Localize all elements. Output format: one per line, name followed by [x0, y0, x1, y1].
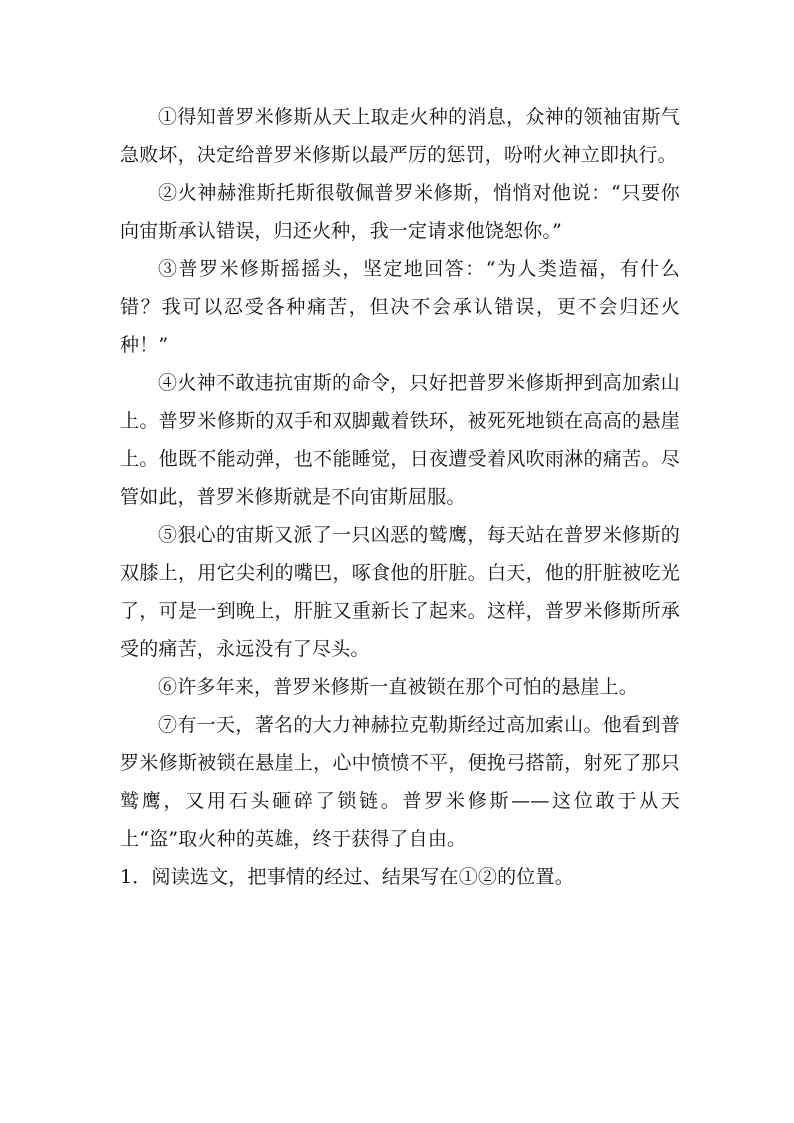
paragraph-1: ①得知普罗米修斯从天上取走火种的消息，众神的领袖宙斯气急败坏，决定给普罗米修斯以最严厉的惩罚，吩咐火神立即执行。 [120, 106, 680, 166]
paragraph-6: ⑥许多年来，普罗米修斯一直被锁在那个可怕的悬崖上。 [158, 676, 639, 698]
paragraph-7: ⑦有一天，著名的大力神赫拉克勒斯经过高加索山。他看到普罗米修斯被锁在悬崖上，心中愤愤不平，便挽弓搭箭，射死了那只鹫鹰，又用石头砸碎了锁链。普罗米修斯——这位敢于从天上“盗”取火种的英雄，终于获得了自由。 [120, 714, 680, 850]
question-1: 1．阅读选文，把事情的经过、结果写在①②的位置。 [120, 866, 574, 888]
paragraph-4: ④火神不敢违抗宙斯的命令，只好把普罗米修斯押到高加索山上。普罗米修斯的双手和双脚戴着铁环，被死死地锁在高高的悬崖上。他既不能动弹，也不能睡觉，日夜遭受着风吹雨淋的痛苦。尽管如此，普罗米修斯就是不向宙斯屈服。 [120, 372, 680, 508]
paragraph-5: ⑤狠心的宙斯又派了一只凶恶的鹫鹰，每天站在普罗米修斯的双膝上，用它尖利的嘴巴，啄食他的肝脏。白天，他的肝脏被吃光了，可是一到晚上，肝脏又重新长了起来。这样，普罗米修斯所承受的痛苦，永远没有了尽头。 [120, 524, 680, 660]
paragraph-2: ②火神赫淮斯托斯很敬佩普罗米修斯，悄悄对他说：“只要你向宙斯承认错误，归还火种，我一定请求他饶恕你。” [120, 182, 680, 242]
passage-content [120, 98, 680, 896]
paragraph-3: ③普罗米修斯摇摇头，坚定地回答：“为人类造福，有什么错？我可以忍受各种痛苦，但决不会承认错误，更不会归还火种！” [120, 258, 680, 356]
